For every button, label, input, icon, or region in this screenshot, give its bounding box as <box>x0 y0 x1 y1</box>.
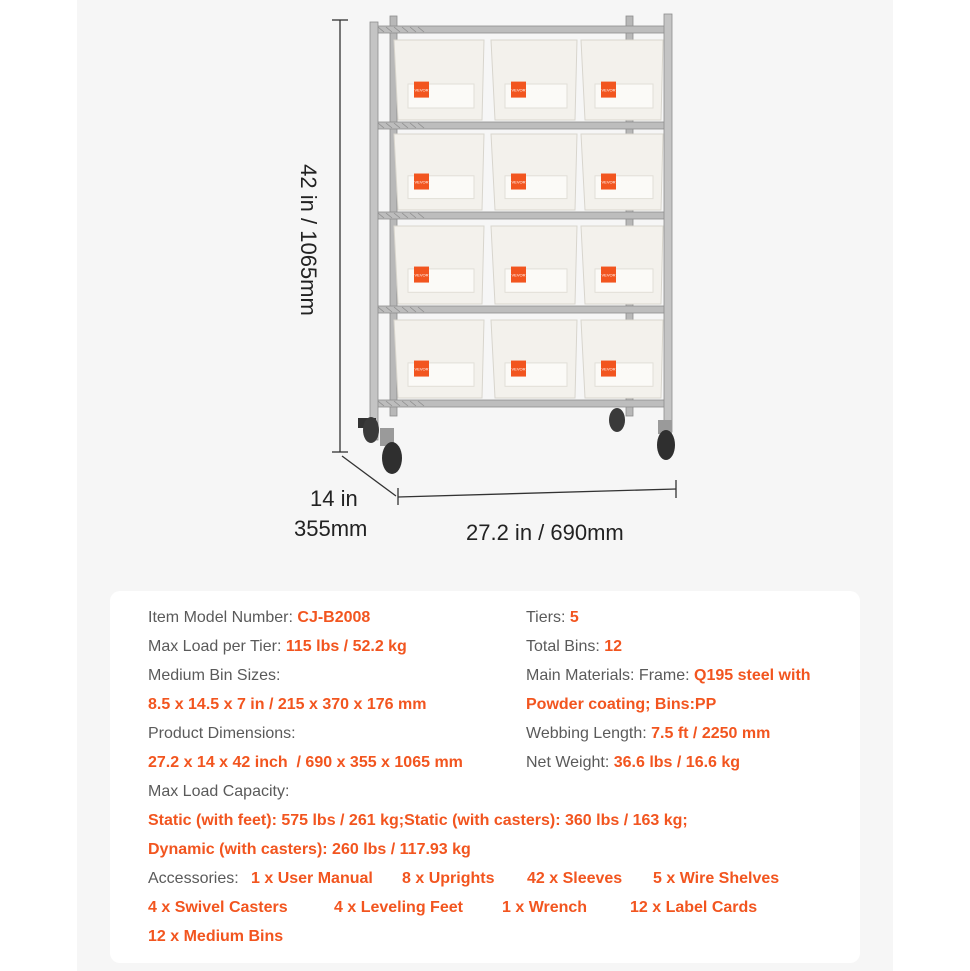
spec-materials <box>526 666 811 686</box>
storage-bin <box>581 134 663 210</box>
spec-max-load-tier <box>148 637 407 657</box>
spec-product-dimensions-value <box>148 753 463 773</box>
spec-total-bins-label: Total Bins: <box>526 638 600 655</box>
spec-max-load-capacity-line1 <box>148 811 688 831</box>
vevor-logo-text: VEVOR <box>414 366 429 372</box>
spec-net-weight <box>526 753 740 773</box>
spec-materials-value1: Q195 steel with <box>694 667 811 684</box>
vevor-logo-text: VEVOR <box>601 179 616 185</box>
accessory-item: 1 x User Manual <box>251 870 373 887</box>
storage-bin <box>581 320 663 398</box>
front-left-upright <box>370 22 378 440</box>
storage-bin <box>394 226 484 304</box>
storage-bin <box>491 40 577 120</box>
spec-tiers <box>526 608 579 628</box>
spec-materials-value2: Powder coating; Bins:PP <box>526 696 717 713</box>
spec-materials-label: Main Materials: Frame: <box>526 667 690 684</box>
accessory-item: 12 x Label Cards <box>630 899 758 916</box>
spec-webbing <box>526 724 770 744</box>
storage-bin <box>491 226 577 304</box>
spec-max-load-tier-label: Max Load per Tier: <box>148 638 282 655</box>
vevor-logo-text: VEVOR <box>601 366 616 372</box>
spec-net-weight-label: Net Weight: <box>526 754 610 771</box>
accessory-item: 4 x Swivel Casters <box>148 899 288 916</box>
spec-max-load-capacity-line1-text: Static (with feet): 575 lbs / 261 kg;Static (with casters): 360 lbs / 163 kg; <box>148 812 688 829</box>
spec-model-label: Item Model Number: <box>148 609 293 626</box>
spec-total-bins <box>526 637 622 657</box>
wire-shelf <box>374 306 670 313</box>
vevor-logo-text: VEVOR <box>414 87 429 93</box>
spec-max-load-capacity-label <box>148 782 289 802</box>
specifications-card <box>110 591 860 963</box>
wire-shelf <box>374 212 670 219</box>
spec-webbing-label: Webbing Length: <box>526 725 647 742</box>
front-right-upright <box>664 14 672 432</box>
vevor-logo-text: VEVOR <box>511 179 526 185</box>
accessory-item: 12 x Medium Bins <box>148 928 284 945</box>
vevor-logo-text: VEVOR <box>414 179 429 185</box>
vevor-logo-text: VEVOR <box>511 366 526 372</box>
spec-model <box>148 608 370 628</box>
spec-webbing-value: 7.5 ft / 2250 mm <box>651 725 771 742</box>
accessory-item: 4 x Leveling Feet <box>334 899 463 916</box>
wire-shelf <box>374 26 670 33</box>
spec-max-load-tier-value: 115 lbs / 52.2 kg <box>285 638 407 655</box>
vevor-logo-text: VEVOR <box>511 87 526 93</box>
spec-tiers-value: 5 <box>569 609 579 626</box>
depth-mm-label: 355mm <box>294 516 368 541</box>
spec-bin-sizes-value-text: 8.5 x 14.5 x 7 in / 215 x 370 x 176 mm <box>148 696 427 713</box>
vevor-logo-text: VEVOR <box>511 272 526 278</box>
spec-product-dimensions-label <box>148 724 296 744</box>
storage-bin <box>491 134 577 210</box>
spec-materials-line2 <box>526 695 716 715</box>
caster-back-left <box>363 417 379 443</box>
wire-shelf <box>374 400 670 407</box>
width-dimension-label: 27.2 in / 690mm <box>466 520 624 545</box>
spec-tiers-label: Tiers: <box>526 609 566 626</box>
storage-bin <box>491 320 577 398</box>
spec-max-load-capacity-label-text: Max Load Capacity: <box>148 783 290 800</box>
spec-product-dimensions-label-text: Product Dimensions: <box>148 725 296 742</box>
spec-bin-sizes-value <box>148 695 426 715</box>
storage-bin <box>581 40 663 120</box>
caster-back-right <box>609 408 625 432</box>
spec-model-value: CJ-B2008 <box>297 609 371 626</box>
accessory-item: 1 x Wrench <box>502 899 588 916</box>
height-dimension-label: 42 in / 1065mm <box>296 164 321 316</box>
accessory-item: 5 x Wire Shelves <box>653 870 780 887</box>
storage-bin <box>394 134 484 210</box>
vevor-logo-text: VEVOR <box>601 272 616 278</box>
storage-bin <box>581 226 663 304</box>
vevor-logo-text: VEVOR <box>601 87 616 93</box>
spec-max-load-capacity-line2 <box>148 840 471 860</box>
accessory-item: 8 x Uprights <box>402 870 495 887</box>
spec-accessories-label <box>148 869 239 889</box>
storage-bin <box>394 320 484 398</box>
spec-bin-sizes-label <box>148 666 281 686</box>
depth-inch-label: 14 in <box>310 486 358 511</box>
wire-shelf <box>374 122 670 129</box>
spec-max-load-capacity-line2-text: Dynamic (with casters): 260 lbs / 117.93 kg <box>148 841 471 858</box>
spec-accessories-label-text: Accessories: <box>148 870 239 887</box>
spec-net-weight-value: 36.6 lbs / 16.6 kg <box>613 754 741 771</box>
accessory-item: 42 x Sleeves <box>527 870 623 887</box>
storage-bin <box>394 40 484 120</box>
spec-bin-sizes-label-text: Medium Bin Sizes: <box>148 667 281 684</box>
spec-product-dimensions-value-text: 27.2 x 14 x 42 inch / 690 x 355 x 1065 mm <box>148 754 463 771</box>
spec-total-bins-value: 12 <box>604 638 623 655</box>
casters <box>358 408 675 474</box>
vevor-logo-text: VEVOR <box>414 272 429 278</box>
